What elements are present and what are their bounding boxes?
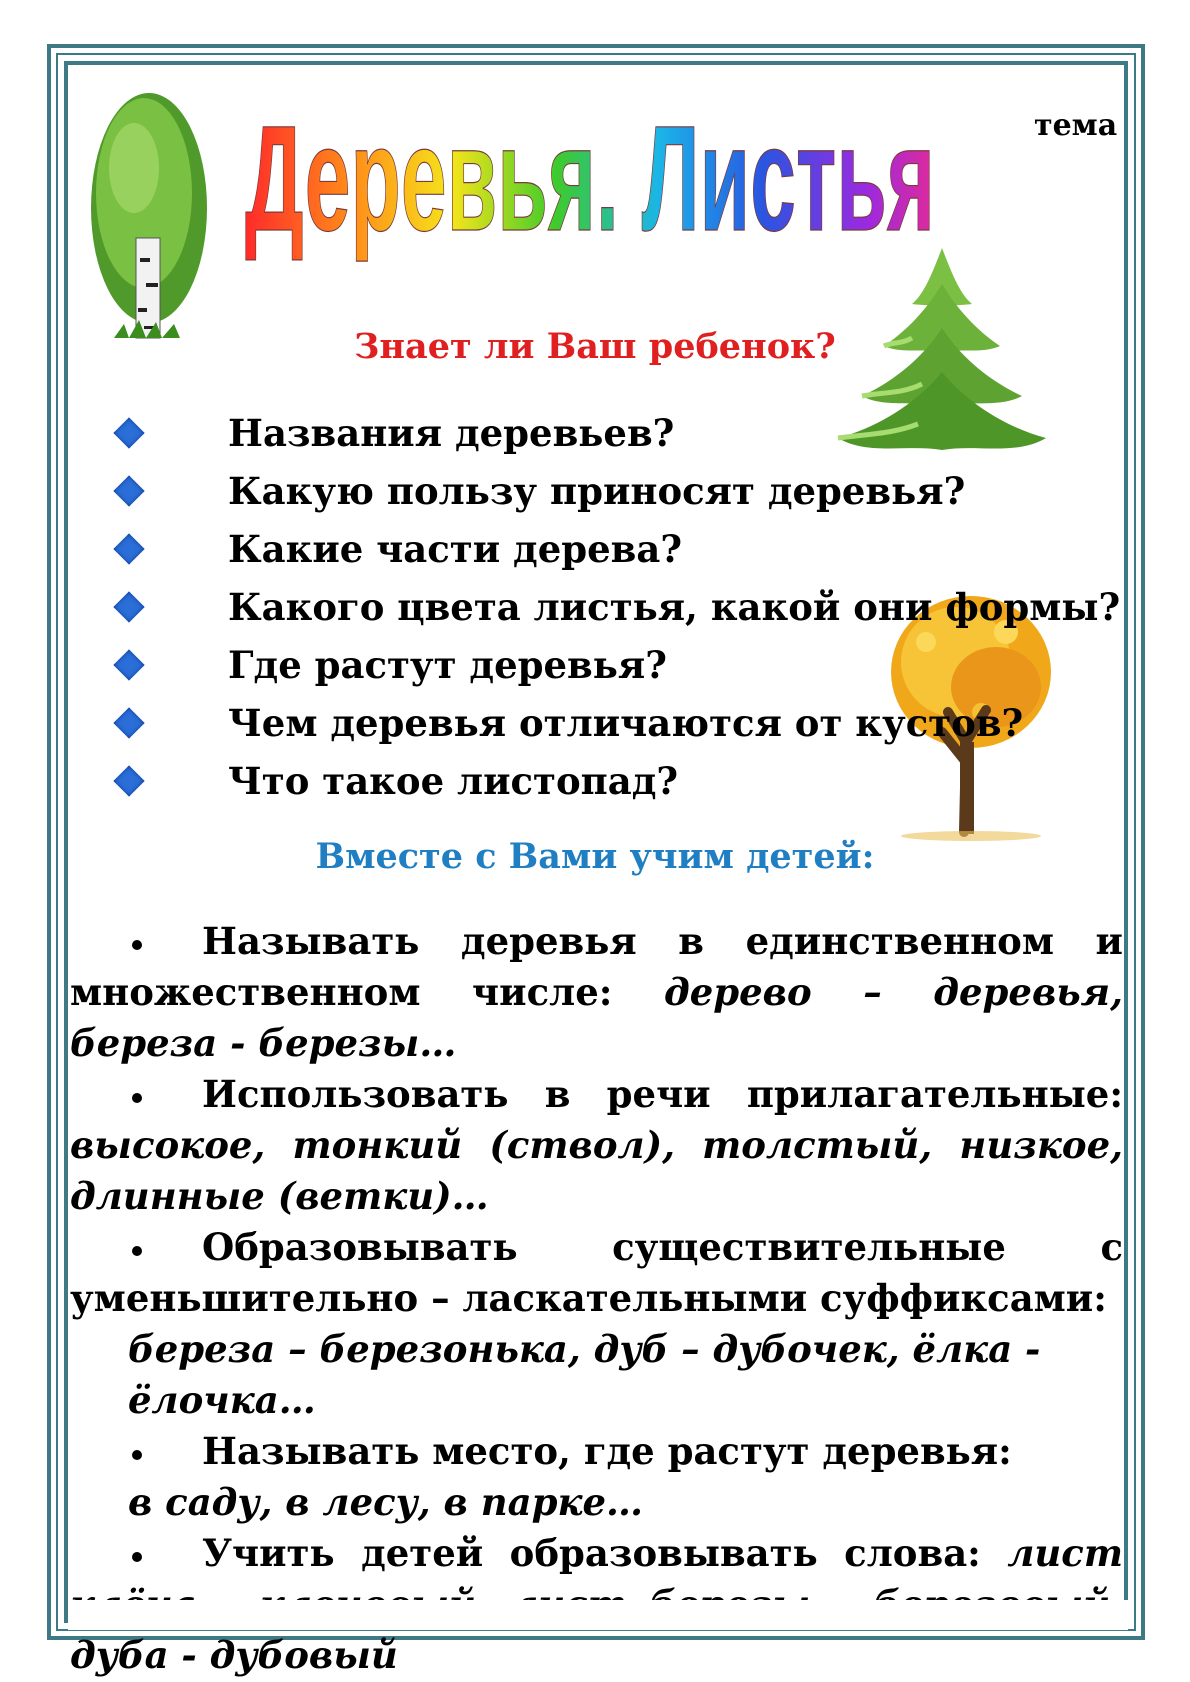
diamond-bullet-icon [113, 765, 144, 796]
skill-lead: Образовывать существительные с уменьшительно – ласкательными суффиксами: [70, 1225, 1123, 1320]
diamond-bullet-icon [113, 707, 144, 738]
skill-examples: лист дуба - дубовый [70, 1531, 1123, 1677]
list-item [110, 752, 1120, 810]
skill-examples: дерево – деревья, береза - березы… [70, 970, 1123, 1065]
list-item [110, 404, 1120, 462]
bullet-icon [132, 1246, 142, 1256]
diamond-bullet-icon [113, 649, 144, 680]
question-text: Какую пользу приносят деревья? [228, 469, 966, 513]
bullet-icon [132, 1450, 142, 1460]
skill-lead: Учить детей образовывать слова: [202, 1531, 981, 1575]
question-text: Чем деревья отличаются от кустов? [228, 701, 1024, 745]
skill-paragraph-2 [70, 1069, 1123, 1222]
diamond-bullet-icon [113, 417, 144, 448]
list-item [110, 636, 1120, 694]
topic-label: тема [1034, 108, 1118, 143]
skill-paragraph-1 [70, 916, 1123, 1069]
bullet-icon [132, 1552, 142, 1562]
question-text: Названия деревьев? [228, 411, 675, 455]
list-item [110, 462, 1120, 520]
skill-examples-line-4 [70, 1477, 1123, 1528]
skill-lead: Называть деревья в единственном и множественном числе: [70, 919, 1123, 1014]
title-wordart [240, 92, 940, 262]
diamond-bullet-icon [113, 533, 144, 564]
together-heading: Вместе с Вами учим детей: [315, 836, 875, 877]
skill-lead: Использовать в речи прилагательные: [202, 1072, 1123, 1116]
skill-examples: высокое, тонкий (ствол), толстый, низкое, длинные (ветки)… [70, 1123, 1123, 1218]
bullet-icon [132, 1093, 142, 1103]
question-text: Какие части дерева? [228, 527, 683, 571]
skill-examples-line-3 [70, 1324, 1123, 1426]
diamond-bullet-icon [113, 475, 144, 506]
question-list [110, 404, 1120, 810]
list-item [110, 520, 1120, 578]
skill-lead: Называть место, где растут деревья: [202, 1429, 1012, 1473]
question-text: Где растут деревья? [228, 643, 667, 687]
page-title: Деревья. Листья [245, 94, 935, 262]
skill-paragraph-3 [70, 1222, 1123, 1324]
list-item [110, 578, 1120, 636]
question-text: Какого цвета листья, какой они формы? [228, 585, 1121, 629]
list-item [110, 694, 1120, 752]
diamond-bullet-icon [113, 591, 144, 622]
skills-list [70, 916, 1123, 1681]
birch-tree-icon [84, 88, 214, 350]
text-clip-band [68, 1600, 1128, 1630]
skill-examples: береза – березонька, дуб – дубочек, ёлка - ёлочка… [128, 1327, 1041, 1422]
skill-paragraph-4 [70, 1426, 1123, 1477]
questions-heading: Знает ли Ваш ребенок? [354, 326, 836, 367]
question-text: Что такое листопад? [228, 759, 679, 803]
bullet-icon [132, 940, 142, 950]
skill-examples: в саду, в лесу, в парке… [128, 1480, 644, 1524]
